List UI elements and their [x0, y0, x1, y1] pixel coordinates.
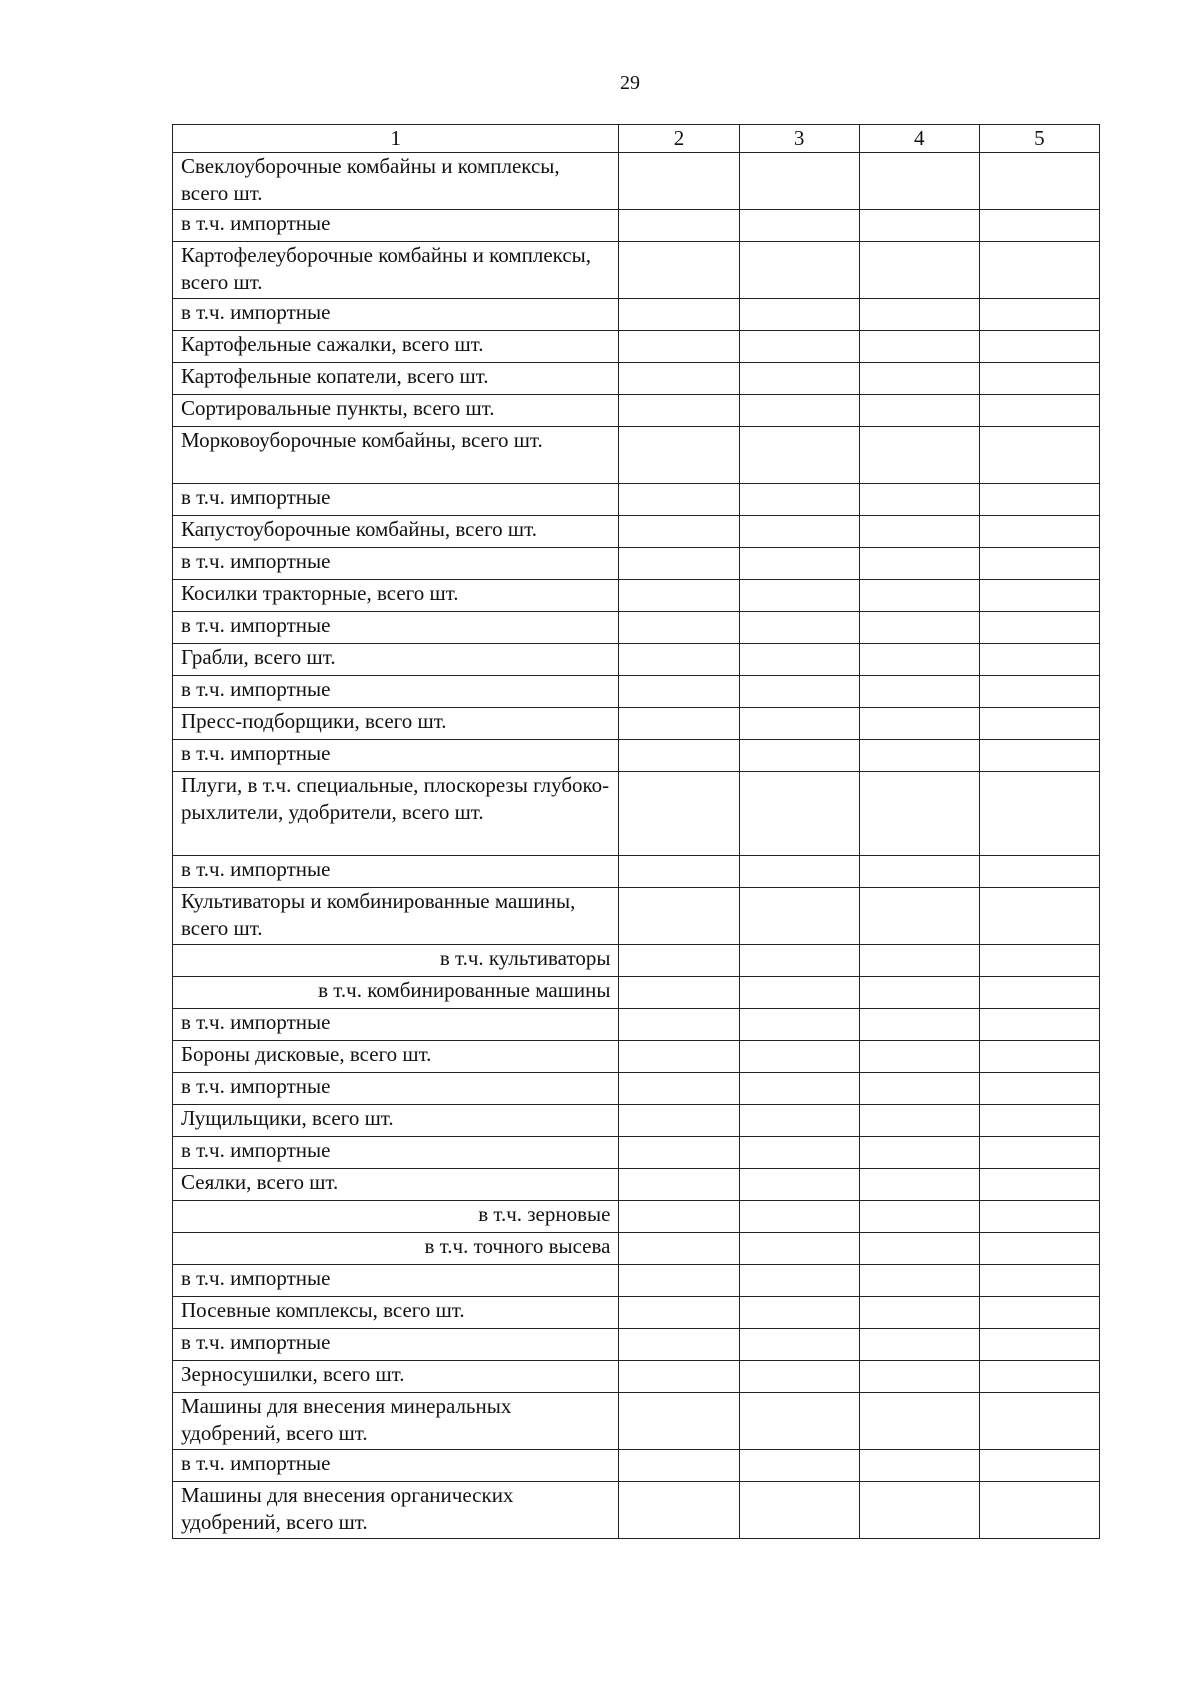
value-cell-col-2[interactable]	[619, 772, 739, 856]
table-row	[173, 363, 1100, 395]
value-cell-col-3[interactable]	[739, 612, 859, 644]
table-row	[173, 888, 1100, 945]
value-cell-col-2[interactable]	[619, 676, 739, 708]
value-cell-col-2[interactable]	[619, 548, 739, 580]
row-label: в т.ч. импортные	[173, 1329, 619, 1361]
row-label: в т.ч. импортные	[173, 740, 619, 772]
row-label: Машины для внесения минеральных удобрений, всего шт.	[173, 1393, 619, 1450]
row-label: в т.ч. импортные	[173, 676, 619, 708]
table-row	[173, 1482, 1100, 1539]
value-cell-col-5[interactable]	[979, 427, 1099, 484]
value-cell-col-2[interactable]	[619, 1009, 739, 1041]
value-cell-col-5[interactable]	[979, 1361, 1099, 1393]
value-cell-col-5[interactable]	[979, 1450, 1099, 1482]
value-cell-col-3[interactable]	[739, 1201, 859, 1233]
table-row	[173, 1201, 1100, 1233]
value-cell-col-4[interactable]	[859, 856, 979, 888]
value-cell-col-5[interactable]	[979, 772, 1099, 856]
value-cell-col-4[interactable]	[859, 1137, 979, 1169]
value-cell-col-2[interactable]	[619, 331, 739, 363]
value-cell-col-5[interactable]	[979, 977, 1099, 1009]
table-row	[173, 676, 1100, 708]
value-cell-col-3[interactable]	[739, 1450, 859, 1482]
value-cell-col-5[interactable]	[979, 1297, 1099, 1329]
value-cell-col-4[interactable]	[859, 1233, 979, 1265]
value-cell-col-4[interactable]	[859, 945, 979, 977]
value-cell-col-2[interactable]	[619, 1233, 739, 1265]
value-cell-col-4[interactable]	[859, 1105, 979, 1137]
value-cell-col-3[interactable]	[739, 580, 859, 612]
value-cell-col-2[interactable]	[619, 888, 739, 945]
row-label: в т.ч. импортные	[173, 484, 619, 516]
table-row	[173, 1105, 1100, 1137]
value-cell-col-3[interactable]	[739, 331, 859, 363]
row-label: в т.ч. импортные	[173, 1265, 619, 1297]
value-cell-col-3[interactable]	[739, 363, 859, 395]
value-cell-col-2[interactable]	[619, 1073, 739, 1105]
value-cell-col-5[interactable]	[979, 1329, 1099, 1361]
table-row	[173, 1393, 1100, 1450]
value-cell-col-5[interactable]	[979, 708, 1099, 740]
value-cell-col-4[interactable]	[859, 580, 979, 612]
value-cell-col-3[interactable]	[739, 945, 859, 977]
value-cell-col-2[interactable]	[619, 945, 739, 977]
table-row	[173, 1233, 1100, 1265]
value-cell-col-3[interactable]	[739, 1169, 859, 1201]
table-row	[173, 484, 1100, 516]
value-cell-col-3[interactable]	[739, 1073, 859, 1105]
row-label: Грабли, всего шт.	[173, 644, 619, 676]
row-label: Зерносушилки, всего шт.	[173, 1361, 619, 1393]
value-cell-col-5[interactable]	[979, 1041, 1099, 1073]
value-cell-col-4[interactable]	[859, 548, 979, 580]
value-cell-col-2[interactable]	[619, 1450, 739, 1482]
table-row	[173, 1009, 1100, 1041]
value-cell-col-2[interactable]	[619, 395, 739, 427]
row-label: Капустоуборочные комбайны, всего шт.	[173, 516, 619, 548]
value-cell-col-4[interactable]	[859, 1041, 979, 1073]
value-cell-col-3[interactable]	[739, 1009, 859, 1041]
value-cell-col-5[interactable]	[979, 580, 1099, 612]
table-row	[173, 644, 1100, 676]
value-cell-col-3[interactable]	[739, 395, 859, 427]
table-row	[173, 1450, 1100, 1482]
table-row	[173, 1041, 1100, 1073]
value-cell-col-2[interactable]	[619, 856, 739, 888]
value-cell-col-3[interactable]	[739, 299, 859, 331]
value-cell-col-2[interactable]	[619, 153, 739, 210]
row-label: в т.ч. культиваторы	[173, 945, 619, 977]
value-cell-col-3[interactable]	[739, 1265, 859, 1297]
row-label: в т.ч. зерновые	[173, 1201, 619, 1233]
value-cell-col-5[interactable]	[979, 1201, 1099, 1233]
row-label: Культиваторы и комбинированные машины, всего шт.	[173, 888, 619, 945]
value-cell-col-2[interactable]	[619, 1105, 739, 1137]
value-cell-col-4[interactable]	[859, 1073, 979, 1105]
table-row	[173, 516, 1100, 548]
value-cell-col-4[interactable]	[859, 644, 979, 676]
value-cell-col-2[interactable]	[619, 1393, 739, 1450]
value-cell-col-5[interactable]	[979, 1073, 1099, 1105]
value-cell-col-5[interactable]	[979, 612, 1099, 644]
value-cell-col-2[interactable]	[619, 299, 739, 331]
value-cell-col-3[interactable]	[739, 772, 859, 856]
row-label: в т.ч. импортные	[173, 856, 619, 888]
table-row	[173, 772, 1100, 856]
value-cell-col-2[interactable]	[619, 363, 739, 395]
value-cell-col-4[interactable]	[859, 888, 979, 945]
row-label: в т.ч. точного высева	[173, 1233, 619, 1265]
value-cell-col-5[interactable]	[979, 740, 1099, 772]
table-row	[173, 331, 1100, 363]
table-row	[173, 210, 1100, 242]
table-row	[173, 1137, 1100, 1169]
value-cell-col-3[interactable]	[739, 1137, 859, 1169]
value-cell-col-3[interactable]	[739, 1361, 859, 1393]
value-cell-col-4[interactable]	[859, 1329, 979, 1361]
value-cell-col-3[interactable]	[739, 977, 859, 1009]
row-label: Косилки тракторные, всего шт.	[173, 580, 619, 612]
value-cell-col-2[interactable]	[619, 1169, 739, 1201]
value-cell-col-4[interactable]	[859, 331, 979, 363]
table-row	[173, 708, 1100, 740]
table-row	[173, 548, 1100, 580]
value-cell-col-3[interactable]	[739, 888, 859, 945]
value-cell-col-4[interactable]	[859, 1393, 979, 1450]
table-row	[173, 1361, 1100, 1393]
row-label: Свеклоуборочные комбайны и комплексы, всего шт.	[173, 153, 619, 210]
row-label: в т.ч. импортные	[173, 612, 619, 644]
equipment-table	[172, 124, 1100, 1539]
table-row	[173, 1169, 1100, 1201]
value-cell-col-4[interactable]	[859, 484, 979, 516]
value-cell-col-5[interactable]	[979, 945, 1099, 977]
column-header-1: 1	[173, 125, 619, 153]
value-cell-col-5[interactable]	[979, 516, 1099, 548]
table-row	[173, 856, 1100, 888]
page-number: 29	[620, 72, 640, 94]
value-cell-col-3[interactable]	[739, 740, 859, 772]
row-label: Машины для внесения органических удобрений, всего шт.	[173, 1482, 619, 1539]
row-label: Картофельные сажалки, всего шт.	[173, 331, 619, 363]
value-cell-col-4[interactable]	[859, 1169, 979, 1201]
column-header-5: 5	[979, 125, 1099, 153]
value-cell-col-4[interactable]	[859, 395, 979, 427]
table-row	[173, 580, 1100, 612]
value-cell-col-4[interactable]	[859, 1265, 979, 1297]
value-cell-col-2[interactable]	[619, 1041, 739, 1073]
value-cell-col-3[interactable]	[739, 1393, 859, 1450]
row-label: в т.ч. импортные	[173, 1450, 619, 1482]
value-cell-col-4[interactable]	[859, 708, 979, 740]
value-cell-col-2[interactable]	[619, 708, 739, 740]
value-cell-col-5[interactable]	[979, 1105, 1099, 1137]
value-cell-col-2[interactable]	[619, 580, 739, 612]
table-row	[173, 395, 1100, 427]
value-cell-col-3[interactable]	[739, 1297, 859, 1329]
row-label: Лущильщики, всего шт.	[173, 1105, 619, 1137]
value-cell-col-5[interactable]	[979, 548, 1099, 580]
row-label: в т.ч. импортные	[173, 1009, 619, 1041]
column-header-2: 2	[619, 125, 739, 153]
value-cell-col-5[interactable]	[979, 242, 1099, 299]
row-label: в т.ч. импортные	[173, 1137, 619, 1169]
value-cell-col-4[interactable]	[859, 363, 979, 395]
value-cell-col-3[interactable]	[739, 708, 859, 740]
row-label: Пресс-подборщики, всего шт.	[173, 708, 619, 740]
value-cell-col-4[interactable]	[859, 242, 979, 299]
value-cell-col-3[interactable]	[739, 644, 859, 676]
value-cell-col-3[interactable]	[739, 856, 859, 888]
row-label: в т.ч. комбинированные машины	[173, 977, 619, 1009]
row-label: Сортировальные пункты, всего шт.	[173, 395, 619, 427]
value-cell-col-2[interactable]	[619, 210, 739, 242]
row-label: в т.ч. импортные	[173, 299, 619, 331]
value-cell-col-3[interactable]	[739, 1105, 859, 1137]
value-cell-col-5[interactable]	[979, 676, 1099, 708]
row-label: в т.ч. импортные	[173, 210, 619, 242]
column-header-4: 4	[859, 125, 979, 153]
value-cell-col-5[interactable]	[979, 331, 1099, 363]
value-cell-col-5[interactable]	[979, 1265, 1099, 1297]
value-cell-col-5[interactable]	[979, 153, 1099, 210]
value-cell-col-4[interactable]	[859, 1482, 979, 1539]
row-label: в т.ч. импортные	[173, 1073, 619, 1105]
value-cell-col-4[interactable]	[859, 1361, 979, 1393]
column-header-3: 3	[739, 125, 859, 153]
value-cell-col-4[interactable]	[859, 210, 979, 242]
value-cell-col-3[interactable]	[739, 210, 859, 242]
table-row	[173, 612, 1100, 644]
row-label: Картофельные копатели, всего шт.	[173, 363, 619, 395]
value-cell-col-4[interactable]	[859, 1297, 979, 1329]
table-row	[173, 242, 1100, 299]
value-cell-col-5[interactable]	[979, 888, 1099, 945]
table-row	[173, 1329, 1100, 1361]
value-cell-col-5[interactable]	[979, 363, 1099, 395]
value-cell-col-2[interactable]	[619, 1329, 739, 1361]
value-cell-col-2[interactable]	[619, 1265, 739, 1297]
table-row	[173, 977, 1100, 1009]
value-cell-col-5[interactable]	[979, 484, 1099, 516]
value-cell-col-2[interactable]	[619, 644, 739, 676]
value-cell-col-5[interactable]	[979, 1137, 1099, 1169]
row-label: Картофелеуборочные комбайны и комплексы, всего шт.	[173, 242, 619, 299]
value-cell-col-2[interactable]	[619, 612, 739, 644]
value-cell-col-2[interactable]	[619, 1137, 739, 1169]
value-cell-col-4[interactable]	[859, 772, 979, 856]
value-cell-col-4[interactable]	[859, 427, 979, 484]
value-cell-col-3[interactable]	[739, 516, 859, 548]
value-cell-col-4[interactable]	[859, 740, 979, 772]
table-row	[173, 299, 1100, 331]
value-cell-col-4[interactable]	[859, 612, 979, 644]
table-row	[173, 1265, 1100, 1297]
value-cell-col-5[interactable]	[979, 1009, 1099, 1041]
value-cell-col-5[interactable]	[979, 210, 1099, 242]
value-cell-col-5[interactable]	[979, 395, 1099, 427]
value-cell-col-4[interactable]	[859, 676, 979, 708]
value-cell-col-2[interactable]	[619, 1482, 739, 1539]
row-label: Морковоуборочные комбайны, всего шт.	[173, 427, 619, 484]
value-cell-col-4[interactable]	[859, 516, 979, 548]
table-row	[173, 945, 1100, 977]
value-cell-col-5[interactable]	[979, 299, 1099, 331]
value-cell-col-5[interactable]	[979, 1393, 1099, 1450]
value-cell-col-4[interactable]	[859, 1201, 979, 1233]
value-cell-col-5[interactable]	[979, 1233, 1099, 1265]
value-cell-col-3[interactable]	[739, 1233, 859, 1265]
value-cell-col-3[interactable]	[739, 1329, 859, 1361]
value-cell-col-5[interactable]	[979, 856, 1099, 888]
value-cell-col-4[interactable]	[859, 153, 979, 210]
value-cell-col-3[interactable]	[739, 1041, 859, 1073]
row-label: Плуги, в т.ч. специальные, плоскорезы глубоко-рыхлители, удобрители, всего шт.	[173, 772, 619, 856]
value-cell-col-2[interactable]	[619, 242, 739, 299]
value-cell-col-2[interactable]	[619, 1201, 739, 1233]
row-label: Бороны дисковые, всего шт.	[173, 1041, 619, 1073]
value-cell-col-2[interactable]	[619, 740, 739, 772]
value-cell-col-2[interactable]	[619, 484, 739, 516]
value-cell-col-2[interactable]	[619, 1361, 739, 1393]
value-cell-col-5[interactable]	[979, 1169, 1099, 1201]
value-cell-col-4[interactable]	[859, 1450, 979, 1482]
value-cell-col-3[interactable]	[739, 484, 859, 516]
row-label: Сеялки, всего шт.	[173, 1169, 619, 1201]
row-label: в т.ч. импортные	[173, 548, 619, 580]
table-header	[173, 125, 1100, 153]
value-cell-col-3[interactable]	[739, 676, 859, 708]
value-cell-col-3[interactable]	[739, 427, 859, 484]
table-body	[173, 153, 1100, 1539]
value-cell-col-3[interactable]	[739, 242, 859, 299]
value-cell-col-2[interactable]	[619, 516, 739, 548]
table-row	[173, 427, 1100, 484]
value-cell-col-2[interactable]	[619, 427, 739, 484]
value-cell-col-4[interactable]	[859, 1009, 979, 1041]
table-row	[173, 740, 1100, 772]
value-cell-col-4[interactable]	[859, 977, 979, 1009]
value-cell-col-5[interactable]	[979, 1482, 1099, 1539]
value-cell-col-3[interactable]	[739, 1482, 859, 1539]
table-row	[173, 1073, 1100, 1105]
value-cell-col-2[interactable]	[619, 977, 739, 1009]
value-cell-col-5[interactable]	[979, 644, 1099, 676]
table-row	[173, 153, 1100, 210]
value-cell-col-3[interactable]	[739, 548, 859, 580]
value-cell-col-3[interactable]	[739, 153, 859, 210]
table-row	[173, 1297, 1100, 1329]
value-cell-col-4[interactable]	[859, 299, 979, 331]
row-label: Посевные комплексы, всего шт.	[173, 1297, 619, 1329]
value-cell-col-2[interactable]	[619, 1297, 739, 1329]
